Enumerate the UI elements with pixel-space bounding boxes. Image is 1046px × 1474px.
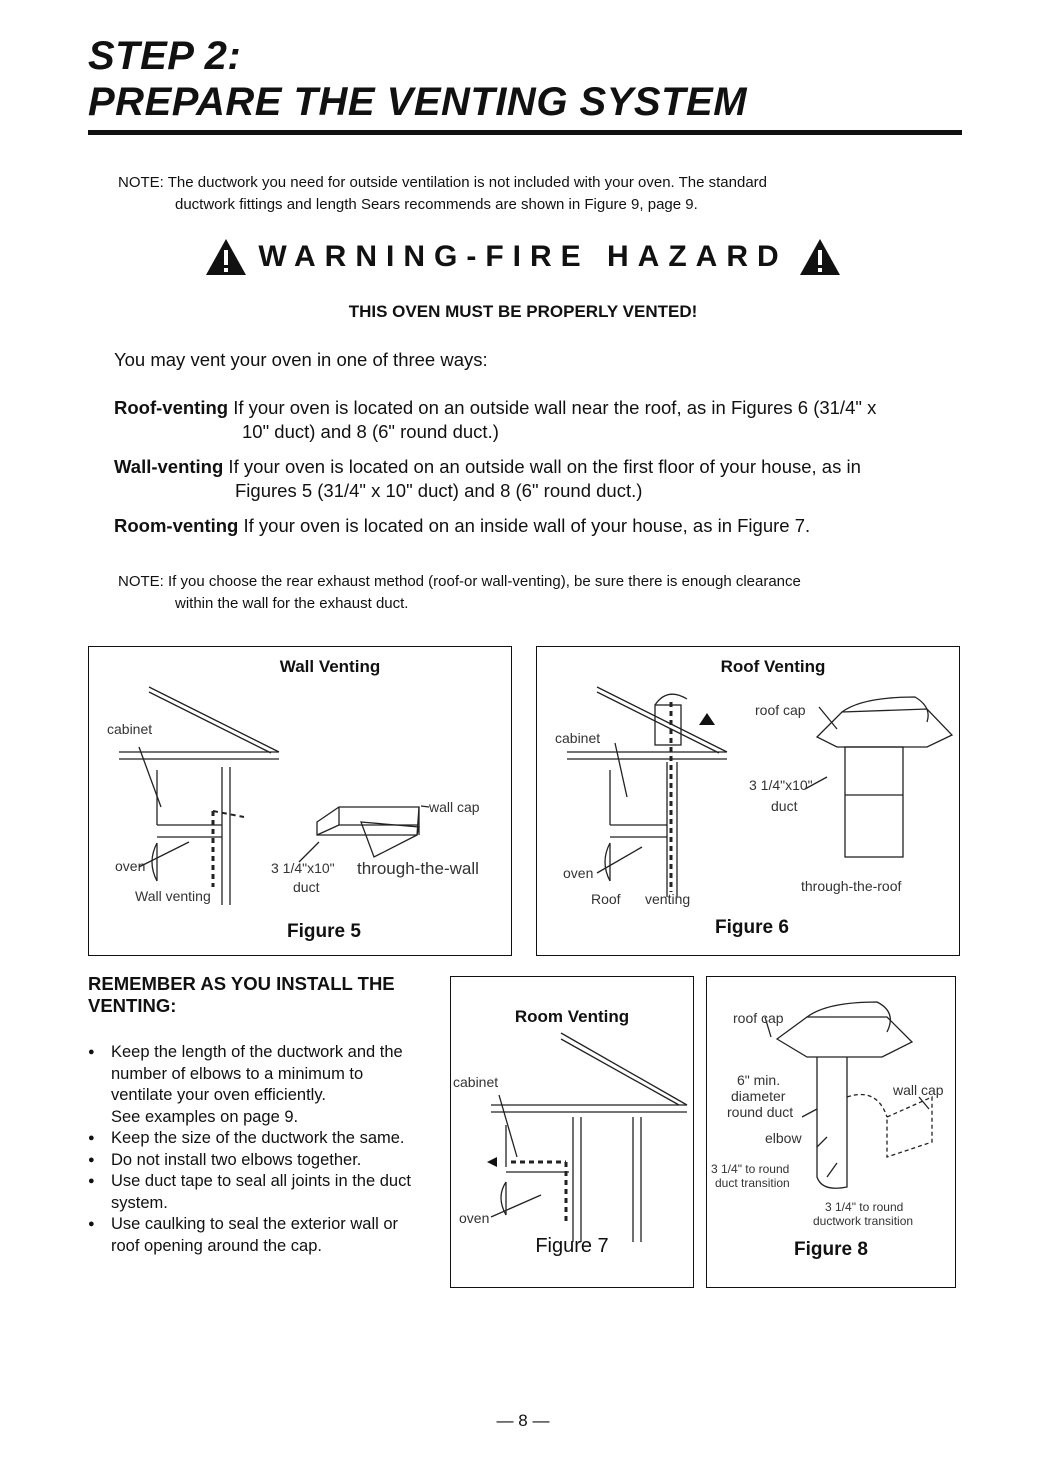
warning-triangle-icon <box>798 237 842 277</box>
remember-heading <box>88 973 395 1017</box>
list-item: ventilate your oven efficiently. <box>111 1086 326 1104</box>
option-roof-term: Roof-venting <box>114 397 229 418</box>
option-room-text: If your oven is located on an inside wall of your house, as in Figure 7. <box>238 515 811 536</box>
option-wall-term: Wall-venting <box>114 456 224 477</box>
figure-5-wallcap-label: wall cap <box>429 799 480 815</box>
warning-triangle-icon <box>204 237 248 277</box>
figure-6-oven-label: oven <box>563 865 594 881</box>
figure-6-through-label: through-the-roof <box>801 878 902 894</box>
note-text-line1: If you choose the rear exhaust method (roof-or wall-venting), be sure there is enough clearance <box>168 573 801 590</box>
figure-8-caption: Figure 8 <box>794 1239 868 1260</box>
figure-5-title: Wall Venting <box>279 657 381 676</box>
option-room-term: Room-venting <box>114 515 239 536</box>
list-item: ● Do not install two elbows together. <box>88 1150 448 1172</box>
figure-8-box <box>706 976 956 1288</box>
figure-7-caption: Figure 7 <box>535 1235 609 1257</box>
list-item: ● Use caulking to seal the exterior wall or <box>88 1214 448 1236</box>
option-roof-text: If your oven is located on an outside wall near the roof, as in Figures 6 (31/4" x <box>228 397 877 418</box>
list-item: ● Keep the length of the ductwork and the <box>88 1042 448 1064</box>
figure-8-roofcap-label: roof cap <box>733 1010 784 1026</box>
figure-8-trans2a-label: 3 1/4" to round <box>825 1200 904 1214</box>
figure-6-caption: Figure 6 <box>715 917 789 938</box>
list-item: ● Use duct tape to seal all joints in the duct <box>88 1171 448 1193</box>
figure-7-box <box>450 976 694 1288</box>
page-title: PREPARE THE VENTING SYSTEM <box>88 80 748 124</box>
figure-5-through-label: through-the-wall <box>357 859 479 878</box>
figure-5-caption: Figure 5 <box>287 921 361 942</box>
figure-8-diameter-label: diameter <box>731 1088 786 1104</box>
figure-7-title: Room Venting <box>514 1007 630 1026</box>
option-wall-text: If your oven is located on an outside wall on the first floor of your house, as in <box>223 456 861 477</box>
list-item: number of elbows to a minimum to <box>111 1064 364 1083</box>
figure-6-ductsize-label: 3 1/4"x10" <box>749 777 813 793</box>
figure-7-oven-label: oven <box>459 1210 490 1226</box>
intro-text: You may vent your oven in one of three ways: <box>114 349 488 370</box>
option-wall-line2: Figures 5 (31/4" x 10" duct) and 8 (6" round duct.) <box>235 480 643 501</box>
note-clearance <box>118 571 801 615</box>
note-ductwork <box>118 172 767 216</box>
warning-title: WARNING-FIRE HAZARD <box>258 240 788 273</box>
step-heading: STEP 2: <box>88 34 242 78</box>
figure-6-box <box>536 646 960 956</box>
warning-banner <box>0 237 1046 277</box>
figure-5-ductsize-label: 3 1/4"x10" <box>271 860 335 876</box>
remember-list <box>88 1042 448 1257</box>
note-label: NOTE: <box>118 174 164 191</box>
figure-8-trans2b-label: ductwork transition <box>813 1214 914 1228</box>
figure-5-cabinet-label: cabinet <box>107 721 153 737</box>
figure-8-elbow-label: elbow <box>765 1130 802 1146</box>
figure-8-min-label: 6" min. <box>737 1072 781 1088</box>
option-roof-line2: 10" duct) and 8 (6" round duct.) <box>242 421 499 442</box>
figure-6-venting-label: venting <box>645 891 691 907</box>
title-rule <box>88 130 962 135</box>
list-item: ● Keep the size of the ductwork the same. <box>88 1128 448 1150</box>
figure-6-duct-label: duct <box>771 798 798 814</box>
figure-6-roofcap-label: roof cap <box>755 702 806 718</box>
figure-6-roof-label: Roof <box>591 891 621 907</box>
option-roof-line1 <box>114 396 876 420</box>
remember-heading-line2: VENTING: <box>88 995 177 1016</box>
warning-subtitle: THIS OVEN MUST BE PROPERLY VENTED! <box>348 302 698 321</box>
list-item: roof opening around the cap. <box>111 1236 322 1255</box>
list-item: system. <box>111 1193 168 1212</box>
figure-6-title: Roof Venting <box>720 657 826 676</box>
figure-7-cabinet-label: cabinet <box>453 1074 499 1090</box>
note-label: NOTE: <box>118 573 164 590</box>
list-item: See examples on page 9. <box>111 1107 299 1126</box>
option-room-line1 <box>114 514 810 538</box>
wall-venting-diagram <box>89 647 510 954</box>
figure-5-box <box>88 646 512 956</box>
figure-5-duct-label: duct <box>293 879 320 895</box>
figure-5-oven-label: oven <box>115 858 146 874</box>
figure-5-venting-label: Wall venting <box>135 888 211 904</box>
figure-8-round-label: round duct <box>727 1104 794 1120</box>
figure-8-trans1b-label: duct transition <box>715 1176 790 1190</box>
page-number: — 8 — <box>496 1411 550 1430</box>
figure-8-trans1a-label: 3 1/4" to round <box>711 1162 790 1176</box>
note-text-line2: ductwork fittings and length Sears recommends are shown in Figure 9, page 9. <box>175 196 698 213</box>
roof-venting-diagram <box>537 647 958 954</box>
note-text-line2: within the wall for the exhaust duct. <box>175 595 409 612</box>
note-text-line1: The ductwork you need for outside ventilation is not included with your oven. The standard <box>167 174 767 191</box>
remember-heading-line1: REMEMBER AS YOU INSTALL THE <box>88 973 395 994</box>
figure-8-wallcap-label: wall cap <box>893 1082 944 1098</box>
option-wall-line1 <box>114 455 861 479</box>
figure-6-cabinet-label: cabinet <box>555 730 601 746</box>
